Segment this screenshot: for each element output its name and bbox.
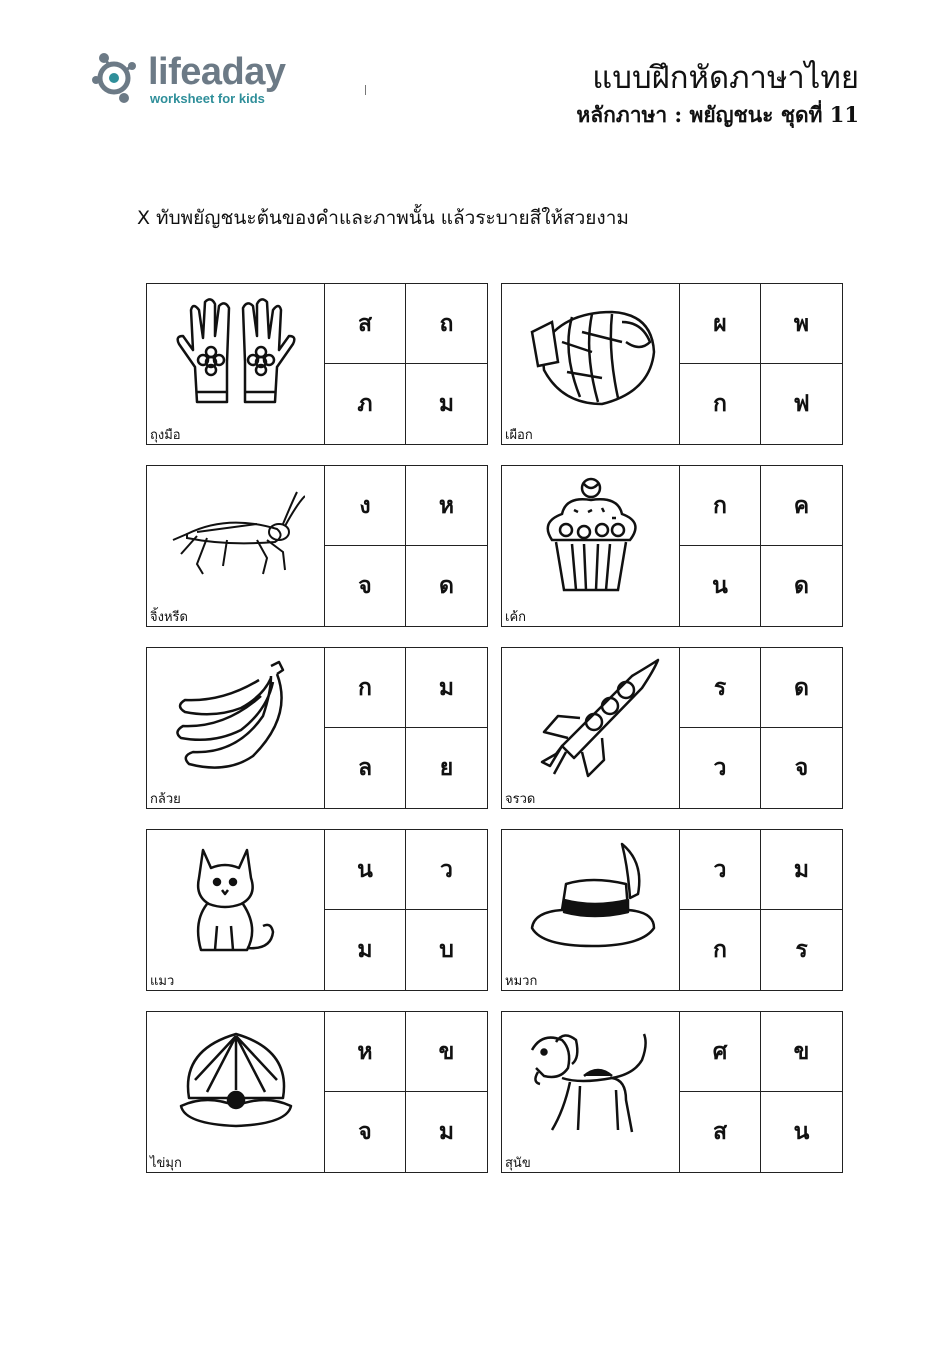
- cricket-icon: [167, 474, 305, 596]
- consonant-option[interactable]: ม: [406, 648, 487, 728]
- hat-icon: [522, 838, 660, 960]
- exercise-picture: [147, 1012, 325, 1172]
- consonant-options: [325, 830, 487, 990]
- taro-icon: [522, 292, 660, 414]
- page-subtitle: หลักภาษา : พยัญชนะ ชุดที่ 11: [576, 102, 859, 127]
- exercise-word: เค้ก: [505, 609, 527, 624]
- consonant-option[interactable]: ข: [761, 1012, 842, 1092]
- consonant-option[interactable]: ผ: [680, 284, 761, 364]
- exercise-card: [501, 829, 843, 991]
- consonant-option[interactable]: ล: [325, 728, 406, 808]
- exercise-picture: [502, 284, 680, 444]
- consonant-option[interactable]: บ: [439, 937, 454, 963]
- consonant-option[interactable]: ห: [406, 466, 487, 546]
- consonant-option[interactable]: ก: [680, 910, 761, 990]
- consonant-option[interactable]: ว: [680, 728, 761, 808]
- consonant-option[interactable]: จ: [794, 755, 809, 781]
- exercise-card: [501, 465, 843, 627]
- consonant-option[interactable]: ม: [325, 910, 406, 990]
- exercise-card: [501, 647, 843, 809]
- consonant-options: [325, 284, 487, 444]
- consonant-option[interactable]: ศ: [680, 1012, 761, 1092]
- consonant-option[interactable]: ด: [439, 573, 454, 599]
- consonant-option[interactable]: ม: [438, 391, 455, 417]
- consonant-option[interactable]: น: [680, 546, 761, 626]
- exercise-card: [146, 465, 488, 627]
- exercise-word: เผือก: [505, 427, 533, 442]
- consonant-option[interactable]: ถ: [406, 284, 487, 364]
- consonant-option[interactable]: ด: [761, 648, 842, 728]
- consonant-option[interactable]: ม: [761, 830, 842, 910]
- brand-logo: [90, 50, 310, 110]
- consonant-option[interactable]: จ: [325, 1092, 406, 1172]
- consonant-options: [680, 284, 842, 444]
- consonant-option[interactable]: พ: [761, 284, 842, 364]
- exercise-card: [146, 283, 488, 445]
- exercise-card: [501, 1011, 843, 1173]
- exercise-picture: [147, 284, 325, 444]
- gloves-icon: [167, 292, 305, 414]
- consonant-option[interactable]: ส: [680, 1092, 761, 1172]
- cupcake-icon: [522, 474, 660, 596]
- oyster-pearl-icon: [167, 1020, 305, 1142]
- consonant-option[interactable]: ห: [325, 1012, 406, 1092]
- consonant-option[interactable]: ฟ: [793, 391, 810, 417]
- consonant-options: [680, 830, 842, 990]
- instruction-text: X ทับพยัญชนะต้นของคำและภาพนั้น แล้วระบายสีให้สวยงาม: [137, 207, 629, 229]
- consonant-option[interactable]: น: [325, 830, 406, 910]
- exercise-word: แมว: [150, 973, 175, 988]
- consonant-option[interactable]: ส: [325, 284, 406, 364]
- divider-mark: [365, 85, 366, 95]
- exercise-picture: [147, 466, 325, 626]
- consonant-option[interactable]: ว: [680, 830, 761, 910]
- rocket-icon: [522, 656, 660, 778]
- consonant-option[interactable]: ก: [325, 648, 406, 728]
- consonant-option[interactable]: ก: [680, 364, 761, 444]
- exercise-word: ไข่มุก: [150, 1155, 182, 1170]
- consonant-option[interactable]: ง: [325, 466, 406, 546]
- logo-tagline: worksheet for kids: [150, 91, 265, 106]
- exercise-word: จิ้งหรีด: [150, 609, 188, 624]
- consonant-option[interactable]: ย: [439, 755, 454, 781]
- consonant-options: [680, 1012, 842, 1172]
- exercise-card: [501, 283, 843, 445]
- consonant-option[interactable]: ม: [438, 1119, 455, 1145]
- consonant-options: [325, 648, 487, 808]
- dog-icon: [522, 1020, 660, 1142]
- consonant-option[interactable]: ร: [795, 937, 808, 963]
- consonant-options: [325, 466, 487, 626]
- consonant-option[interactable]: ข: [406, 1012, 487, 1092]
- cat-icon: [167, 838, 305, 960]
- consonant-option[interactable]: น: [793, 1119, 810, 1145]
- exercise-word: กล้วย: [150, 791, 181, 806]
- consonant-options: [325, 1012, 487, 1172]
- exercise-word: สุนัข: [505, 1155, 531, 1170]
- exercise-card: [146, 1011, 488, 1173]
- exercise-picture: [502, 648, 680, 808]
- exercise-picture: [502, 466, 680, 626]
- exercise-picture: [147, 648, 325, 808]
- consonant-options: [680, 648, 842, 808]
- exercise-card: [146, 647, 488, 809]
- consonant-option[interactable]: ด: [794, 573, 809, 599]
- consonant-option[interactable]: ว: [406, 830, 487, 910]
- consonant-option[interactable]: จ: [325, 546, 406, 626]
- logo-wordmark: [148, 52, 286, 92]
- consonant-option[interactable]: ค: [761, 466, 842, 546]
- banana-icon: [167, 656, 305, 778]
- exercise-picture: [147, 830, 325, 990]
- consonant-option[interactable]: ภ: [325, 364, 406, 444]
- logo-name: lifeaday: [148, 51, 286, 93]
- page-title: แบบฝึกหัดภาษาไทย: [592, 60, 859, 96]
- exercise-card: [146, 829, 488, 991]
- exercise-word: หมวก: [505, 973, 538, 988]
- consonant-option[interactable]: ร: [680, 648, 761, 728]
- exercise-word: ถุงมือ: [150, 427, 181, 442]
- exercise-word: จรวด: [505, 791, 536, 806]
- consonant-options: [680, 466, 842, 626]
- exercise-picture: [502, 1012, 680, 1172]
- consonant-option[interactable]: ก: [680, 466, 761, 546]
- logo-molecule-icon: [90, 50, 146, 106]
- exercise-picture: [502, 830, 680, 990]
